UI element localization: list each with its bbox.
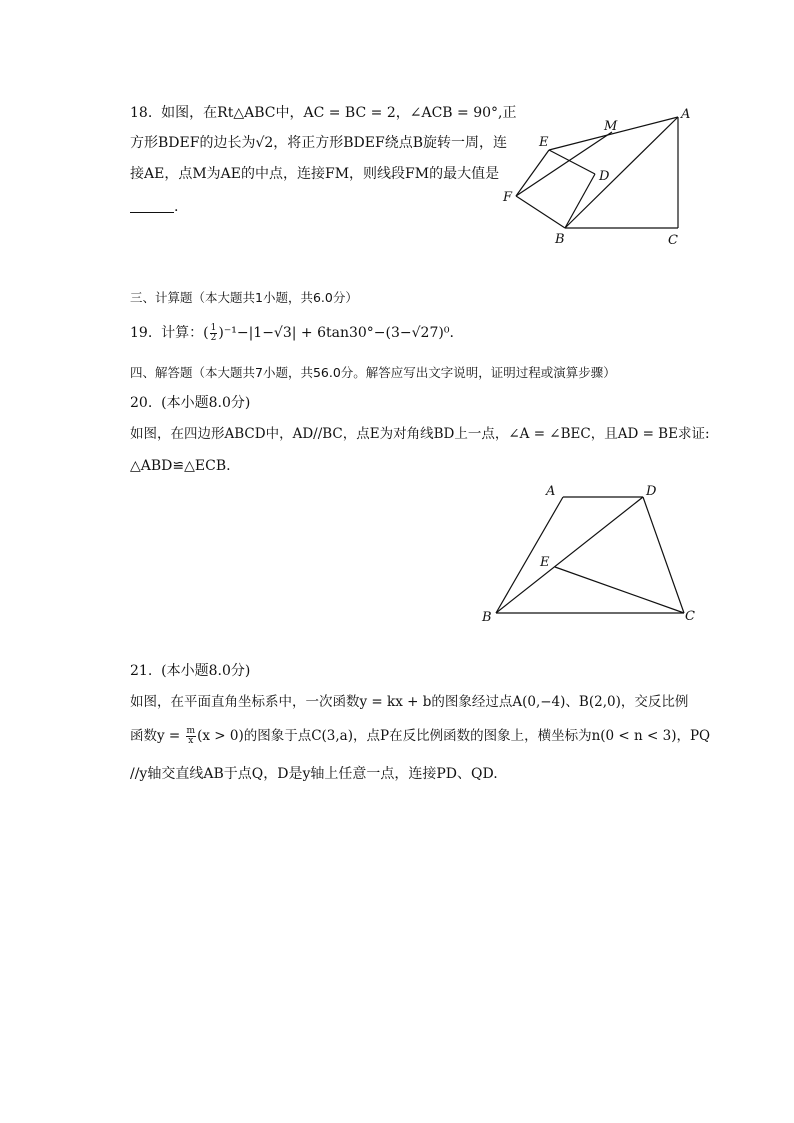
- q21-line2-suffix: (x > 0)的图象于点C(3,a)，点P在反比例函数的图象上，横坐标为n(0 < n < 3)，PQ: [197, 728, 711, 744]
- q21-text-1: 如图，在平面直角坐标系中，一次函数y = kx + b的图象经过点A(0,−4)、B(2,0)，交反比例: [130, 694, 689, 710]
- q20-seg-DC: [643, 497, 684, 613]
- q18-label-D: D: [599, 169, 610, 184]
- q20-seg-BD: [496, 497, 643, 613]
- q18-text-1: 如图，在Rt△ABC中，AC = BC = 2，∠ACB = 90°,正: [161, 105, 517, 121]
- q21-frac-num: m: [186, 726, 196, 736]
- q21-number: 21.: [130, 663, 153, 679]
- q18-label-B: B: [555, 232, 565, 247]
- section-3-heading: 三、计算题（本大题共1小题，共6.0分）: [130, 290, 358, 305]
- q20-text-2: △ABD≌△ECB.: [130, 458, 231, 474]
- q19-frac-den: 2: [210, 332, 217, 343]
- q20-text-1: 如图，在四边形ABCD中，AD//BC，点E为对角线BD上一点，∠A = ∠BEC，且AD = BE求证:: [130, 426, 710, 442]
- q21-line-2: [130, 726, 710, 746]
- section-4-heading: 四、解答题（本大题共7小题，共56.0分。解答应写出文字说明，证明过程或演算步骤）: [130, 365, 616, 380]
- q20-label-C: C: [685, 609, 695, 624]
- q18-text-2: 方形BDEF的边长为√2，将正方形BDEF绕点B旋转一周，连: [130, 135, 508, 151]
- q20-number: 20.: [130, 395, 153, 411]
- q21-frac-den: x: [188, 736, 194, 746]
- q20-label-B: B: [482, 610, 492, 625]
- q21-text-3: //y轴交直线AB于点Q，D是y轴上任意一点，连接PD、QD.: [130, 766, 498, 782]
- q20-label-E: E: [540, 555, 550, 570]
- q18-label-C: C: [668, 233, 678, 248]
- q18-label-A: A: [681, 107, 691, 122]
- q19-suffix: )⁻¹−|1−√3| + 6tan30°−(3−√27)⁰.: [218, 325, 454, 341]
- q20-seg-EC: [555, 567, 684, 613]
- q20-seg-AB: [496, 497, 563, 613]
- q20-label-D: D: [646, 484, 657, 499]
- q18-line-4-end: .: [174, 199, 179, 215]
- q21-score: (本小题8.0分): [161, 663, 251, 679]
- q20-label-A: A: [546, 484, 556, 499]
- q18-label-M: M: [604, 119, 618, 134]
- q18-label-F: F: [503, 190, 513, 205]
- q19-frac-num: 1: [210, 322, 217, 333]
- q18-text-3: 接AE，点M为AE的中点，连接FM，则线段FM的最大值是: [130, 166, 500, 182]
- q19-prefix: 计算：(: [161, 325, 209, 341]
- q18-number: 18.: [130, 105, 153, 121]
- q20-score: (本小题8.0分): [161, 395, 251, 411]
- q18-label-E: E: [539, 135, 549, 150]
- q19-number: 19.: [130, 325, 153, 341]
- q21-header: [130, 661, 250, 681]
- q21-line2-prefix: 函数y =: [130, 728, 185, 744]
- q21-fraction: [186, 727, 197, 746]
